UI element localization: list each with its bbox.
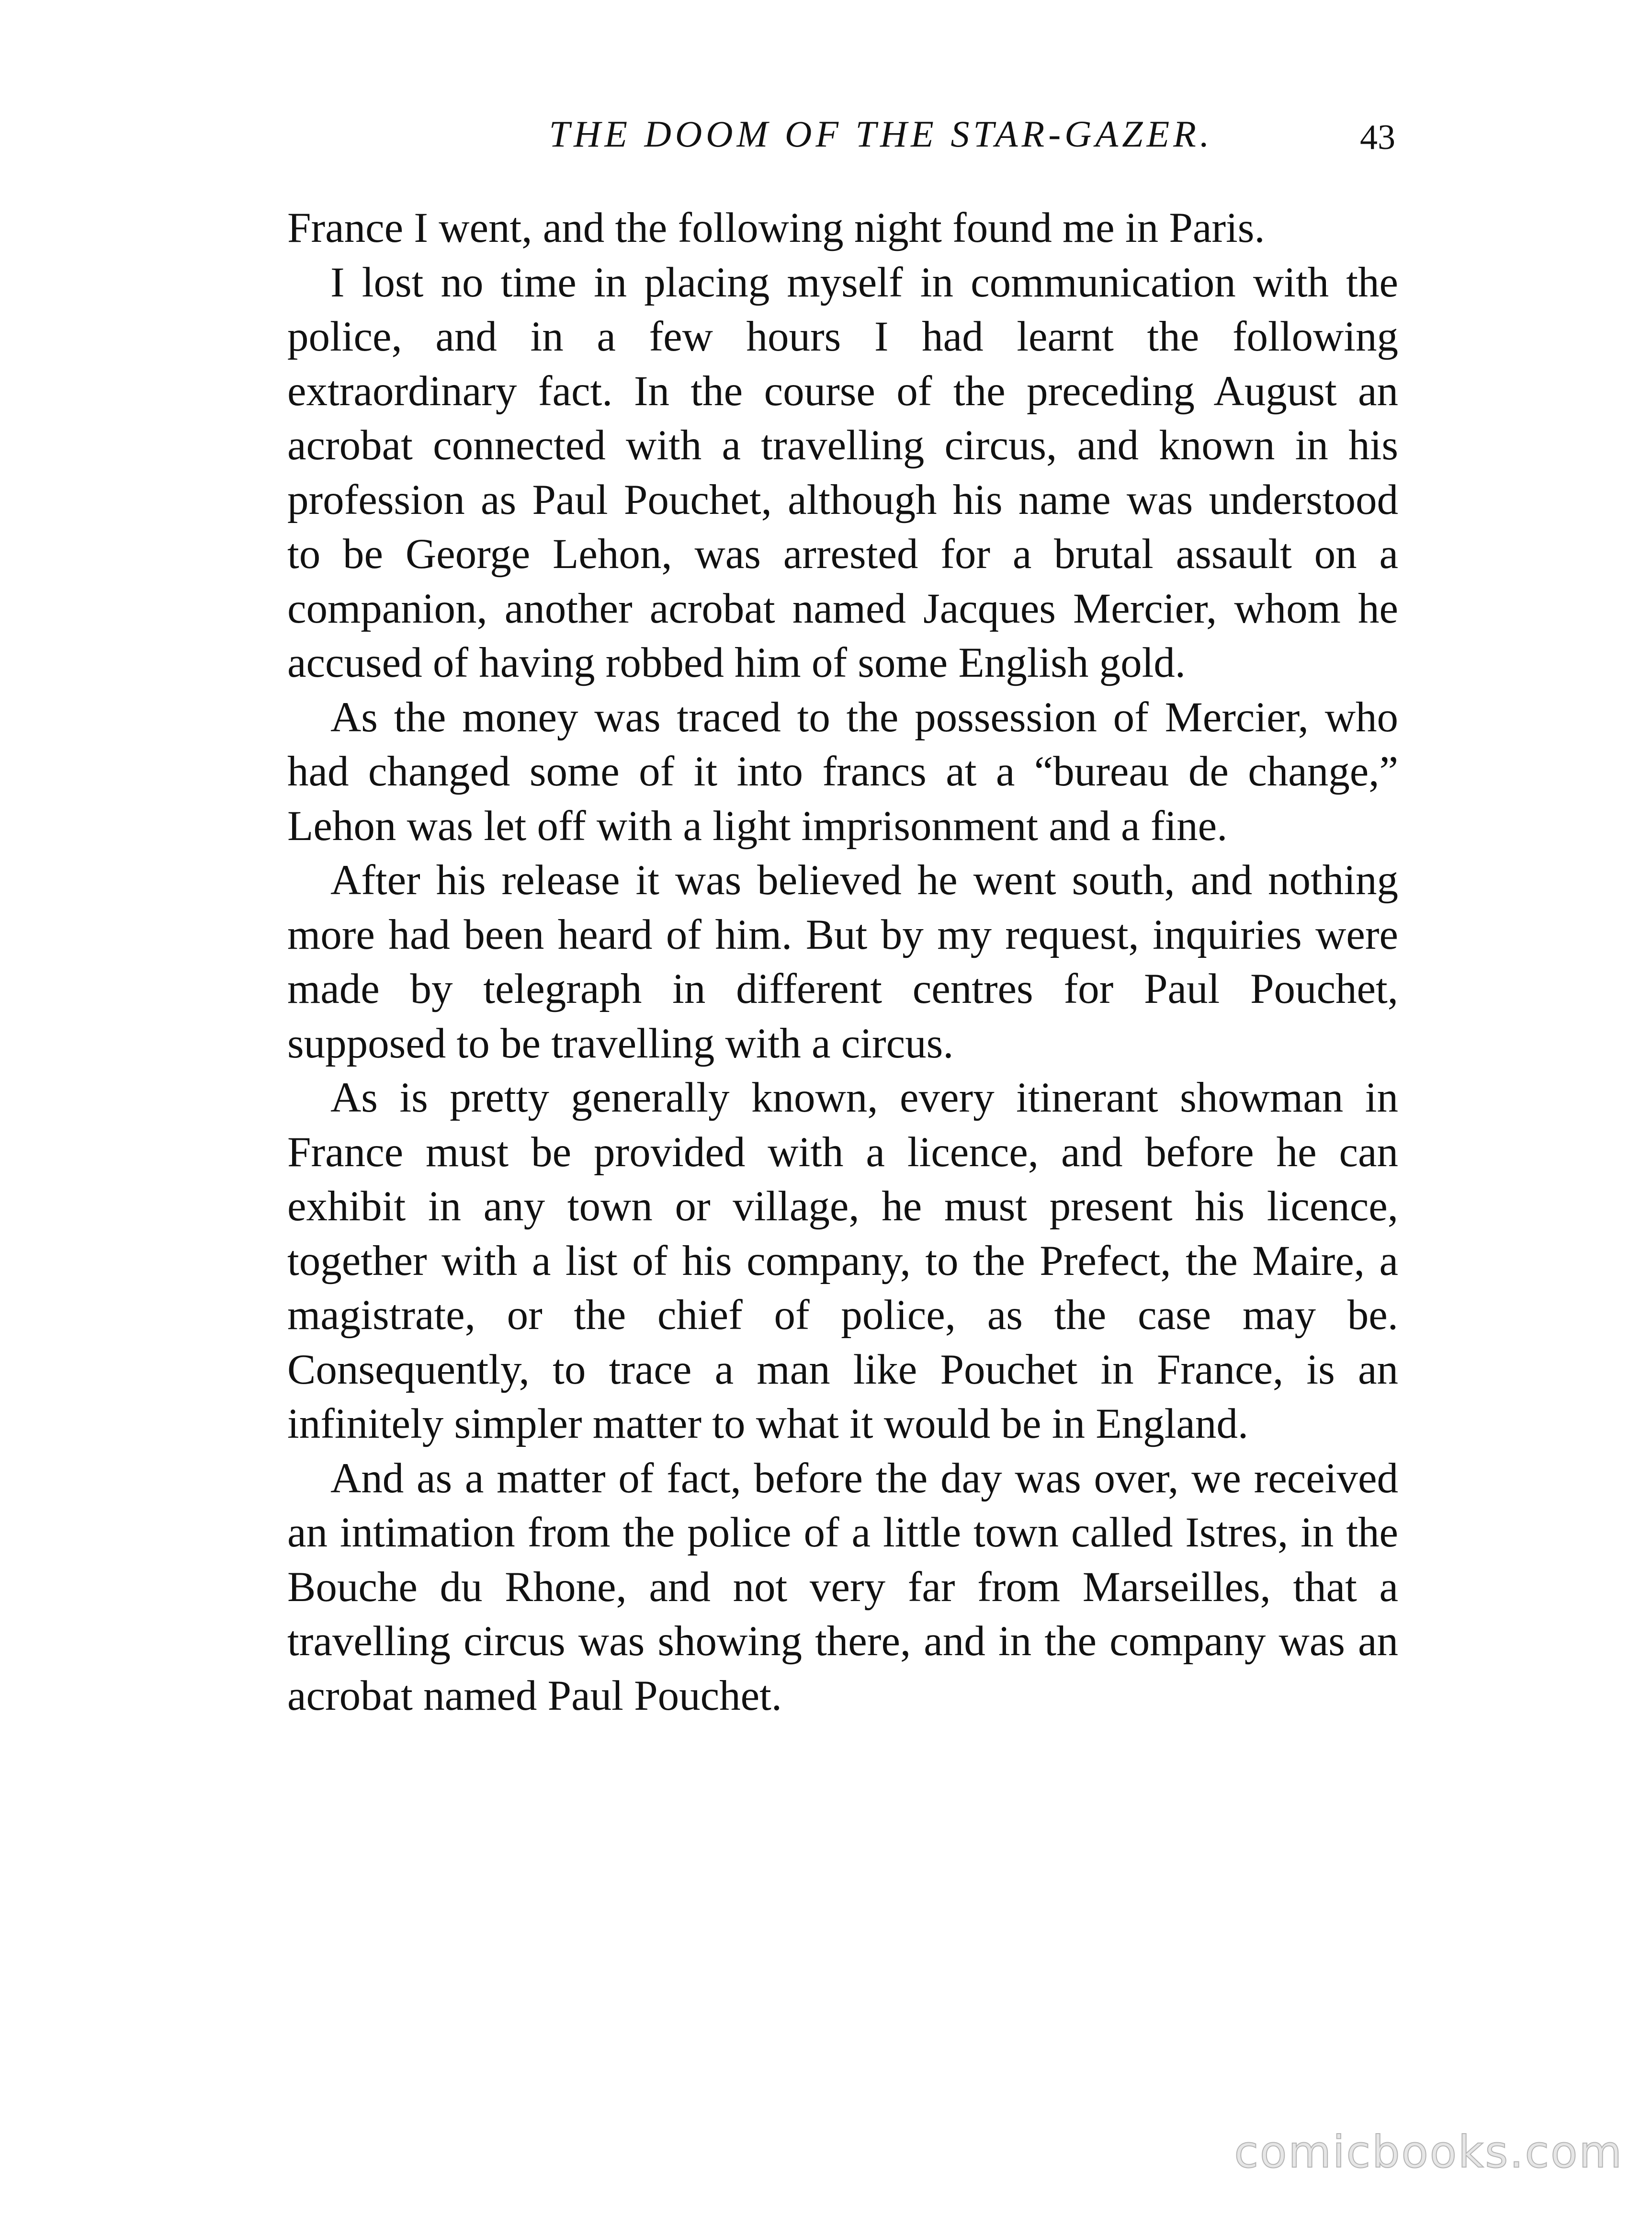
paragraph-2: I lost no time in placing myself in communication with the police, and in a few hours I had learnt the following extraordinary fact. In the course of the preceding August an acrobat connected with a travelling circus, and known in his profession as Paul Pouchet, although his name was understood to be George Lehon, was arrested for a brutal assault on a companion, another acrobat named Jacques Mercier, whom he accused of having robbed him of some English gold. <box>287 259 1398 686</box>
paragraph-6: And as a matter of fact, before the day was over, we received an intimation from the police of a little town called Istres, in the Bouche du Rhone, and not very far from Marseilles, that a travelling circus was showing there, and in the company was an acrobat named Paul Pouchet. <box>287 1454 1398 1719</box>
paragraph-5: As is pretty generally known, every itinerant showman in France must be provided with a licence, and before he can exhibit in any town or village, he must present his licence, together with a list of his company, to the Prefect, the Maire, a magistrate, or the chief of police, as the case may be. Consequently, to trace a man like Pouchet in France, is an infinitely simpler matter to what it would be in England. <box>287 1074 1398 1447</box>
running-head-title: THE DOOM OF THE STAR-GAZER. <box>549 113 1213 155</box>
watermark-logo: comicbooks.com <box>1234 2126 1623 2178</box>
paragraph-1: France I went, and the following night found me in Paris. <box>287 205 1265 251</box>
body-text <box>287 201 1398 1723</box>
page-number: 43 <box>1360 118 1395 157</box>
paragraph-3: As the money was traced to the possession of Mercier, who had changed some of it into francs at a “bureau de change,” Lehon was let off with a light imprisonment and a fine. <box>287 693 1398 850</box>
paragraph-4: After his release it was believed he went south, and nothing more had been heard of him. But by my request, inquiries were made by telegraph in different centres for Paul Pouchet, supposed to be travelling with a circus. <box>287 857 1398 1067</box>
